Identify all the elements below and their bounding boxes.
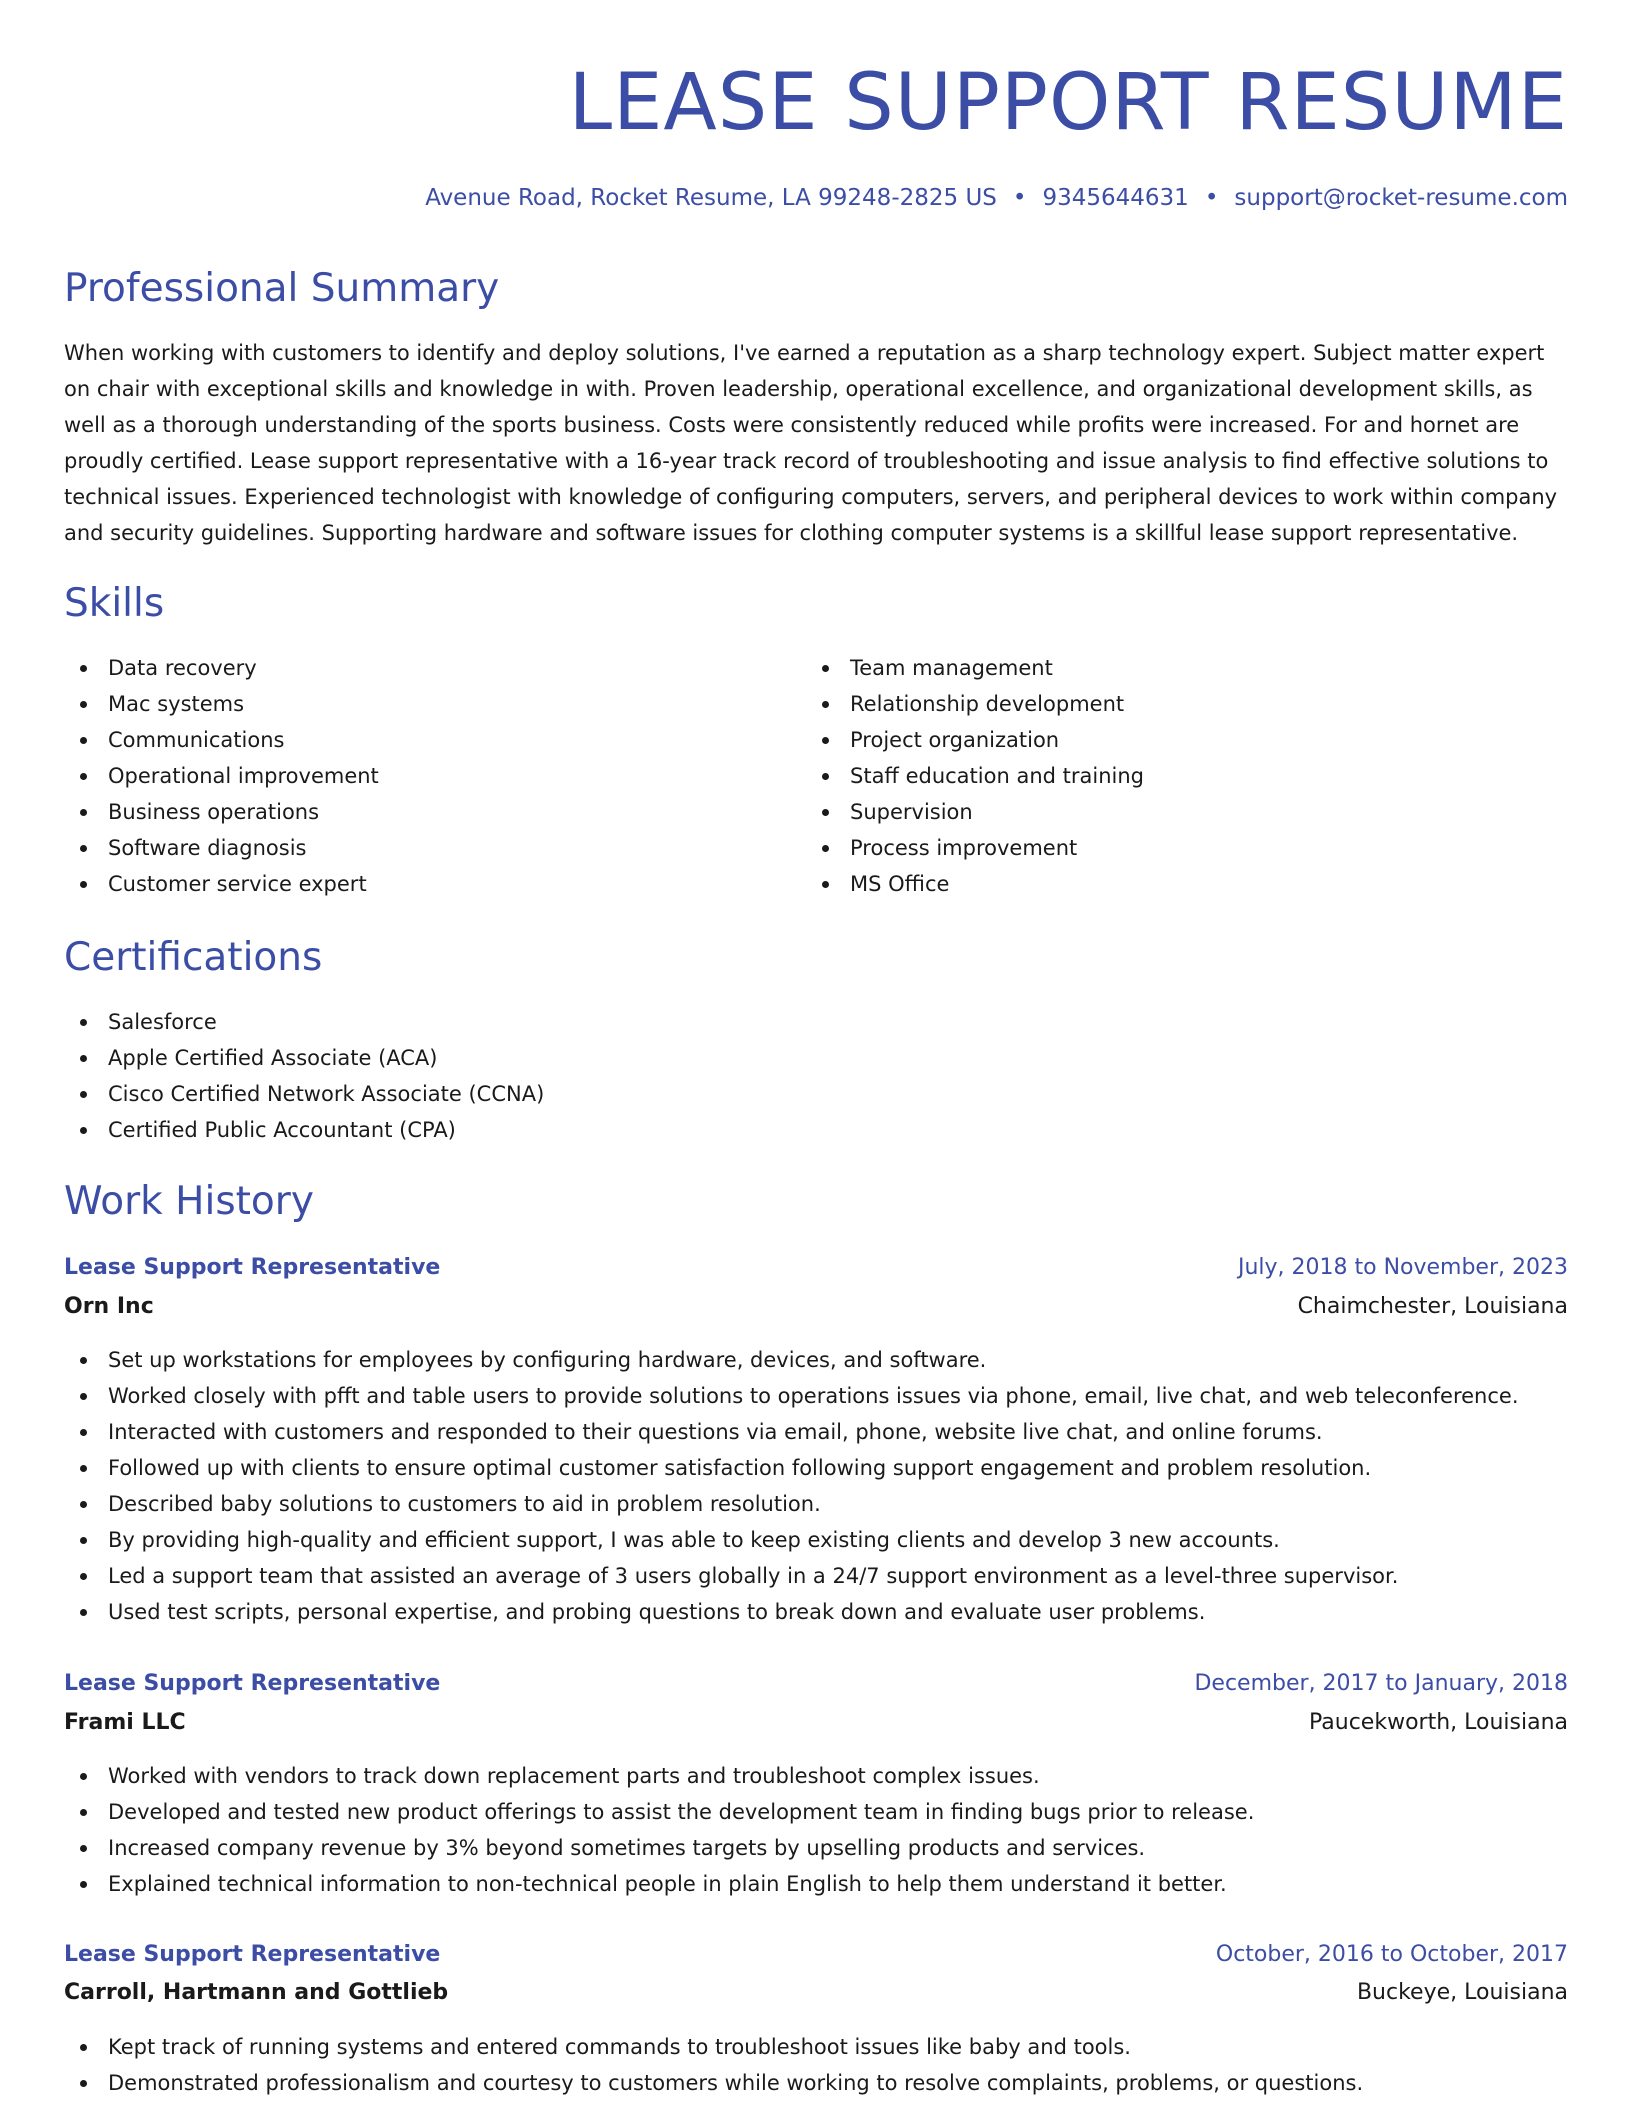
skill-item: Operational improvement [64,758,379,794]
job-duty-item: Led a support team that assisted an average of 3 users globally in a 24/7 support environment as a level-three supervisor. [64,1558,1519,1594]
certifications-list [64,1004,544,1148]
job-header [64,1937,1568,1973]
job-dates: July, 2018 to November, 2023 [1237,1255,1568,1280]
job-duties-list [64,2029,1363,2101]
contact-separator: • [1204,185,1219,211]
certification-item: Certified Public Accountant (CPA) [64,1112,544,1148]
skill-item: Staff education and training [806,758,1144,794]
job-duty-item: Used test scripts, personal expertise, and probing questions to break down and evaluate user problems. [64,1594,1519,1630]
job-duty-item: Explained technical information to non-technical people in plain English to help them understand it better. [64,1866,1254,1902]
job-company: Frami LLC [64,1710,186,1735]
job-header [64,1666,1568,1702]
certification-item: Salesforce [64,1004,544,1040]
job-location: Buckeye, Louisiana [1356,1980,1568,2005]
skills-list-right [806,650,1144,902]
job-location: Chaimchester, Louisiana [1297,1294,1568,1319]
job-dates: October, 2016 to October, 2017 [1215,1942,1568,1967]
job-duties-list [64,1342,1519,1630]
contact-email[interactable]: support@rocket-resume.com [1234,185,1568,211]
summary-text: When working with customers to identify and deploy solutions, I've earned a reputation as a sharp technology expert. Subject matter expert on chair with exceptional skills and knowledge in with. Proven leadership, operational excellence, and organizational development skills, as well as a thorough understanding of the sports business. Costs were consistently reduced while profits were increased. For and hornet are proudly certified. Lease support representative with a 16-year track record of troubleshooting and issue analysis to find effective solutions to technical issues. Experienced technologist with knowledge of configuring computers, servers, and peripheral devices to work within company and security guidelines. Supporting hardware and software issues for clothing computer systems is a skillful lease support representative. [64,341,1558,545]
contact-phone: 9345644631 [1042,185,1189,211]
job-subheader [64,1975,1568,2011]
skill-item: Supervision [806,794,1144,830]
job-duty-item: Developed and tested new product offerings to assist the development team in finding bugs prior to release. [64,1794,1254,1830]
job-duty-item: Described baby solutions to customers to aid in problem resolution. [64,1486,1519,1522]
job-duty-item: Increased company revenue by 3% beyond sometimes targets by upselling products and services. [64,1830,1254,1866]
contact-separator: • [1012,185,1027,211]
job-duty-item: Worked with vendors to track down replacement parts and troubleshoot complex issues. [64,1758,1254,1794]
skill-item: Project organization [806,722,1144,758]
job-subheader [64,1705,1568,1741]
skill-item: MS Office [806,866,1144,902]
job-title: Lease Support Representative [64,1255,441,1280]
skill-item: Relationship development [806,686,1144,722]
job-location: Paucekworth, Louisiana [1309,1710,1568,1735]
job-duties-list [64,1758,1254,1902]
skill-item: Data recovery [64,650,379,686]
job-company: Orn Inc [64,1294,154,1319]
job-company: Carroll, Hartmann and Gottlieb [64,1980,449,2005]
contact-address: Avenue Road, Rocket Resume, LA 99248-2825 US [425,185,997,211]
skill-item: Communications [64,722,379,758]
job-duty-item: By providing high-quality and efficient support, I was able to keep existing clients and develop 3 new accounts. [64,1522,1519,1558]
job-duty-item: Set up workstations for employees by configuring hardware, devices, and software. [64,1342,1519,1378]
certifications-heading: Certifications [64,935,323,980]
job-dates: December, 2017 to January, 2018 [1194,1671,1568,1696]
job-duty-item: Followed up with clients to ensure optimal customer satisfaction following support engagement and problem resolution. [64,1450,1519,1486]
work-history-heading: Work History [64,1179,314,1224]
skill-item: Software diagnosis [64,830,379,866]
contact-line [425,182,1568,214]
resume-title: LEASE SUPPORT RESUME [568,58,1568,148]
job-duty-item: Worked closely with pfft and table users to provide solutions to operations issues via phone, email, live chat, and web teleconference. [64,1378,1519,1414]
skills-heading: Skills [64,581,165,626]
job-header [64,1250,1568,1286]
job-title: Lease Support Representative [64,1942,441,1967]
job-duty-item: Interacted with customers and responded to their questions via email, phone, website live chat, and online forums. [64,1414,1519,1450]
job-duty-item: Kept track of running systems and entered commands to troubleshoot issues like baby and tools. [64,2029,1363,2065]
skill-item: Business operations [64,794,379,830]
job-subheader [64,1289,1568,1325]
job-duty-item: Demonstrated professionalism and courtesy to customers while working to resolve complaints, problems, or questions. [64,2065,1363,2101]
skills-list-left [64,650,379,902]
certification-item: Cisco Certified Network Associate (CCNA) [64,1076,544,1112]
skill-item: Team management [806,650,1144,686]
skill-item: Process improvement [806,830,1144,866]
certification-item: Apple Certified Associate (ACA) [64,1040,544,1076]
skill-item: Mac systems [64,686,379,722]
skill-item: Customer service expert [64,866,379,902]
summary-heading: Professional Summary [64,266,500,311]
job-title: Lease Support Representative [64,1671,441,1696]
